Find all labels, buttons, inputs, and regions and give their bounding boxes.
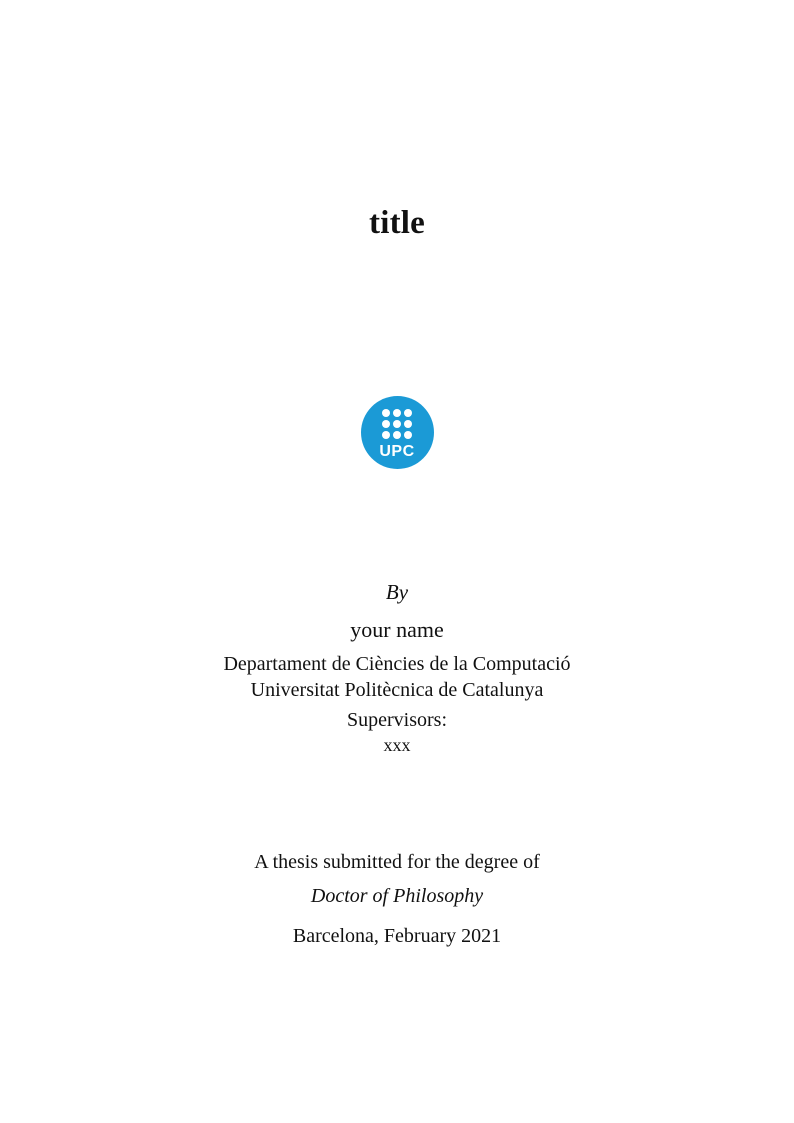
logo-dot — [382, 409, 390, 417]
supervisors-name: xxx — [383, 735, 411, 755]
logo-dot — [404, 431, 412, 439]
supervisors-label: Supervisors: — [347, 709, 447, 731]
logo-dot — [404, 420, 412, 428]
logo-dot-grid — [382, 409, 412, 439]
logo-dot — [382, 431, 390, 439]
department-line: Departament de Ciències de la Computació — [223, 653, 571, 675]
degree-name: Doctor of Philosophy — [310, 885, 484, 907]
logo-dot — [404, 409, 412, 417]
logo-dot — [393, 409, 401, 417]
upc-logo-icon — [361, 396, 434, 469]
university-line: Universitat Politècnica de Catalunya — [250, 679, 544, 702]
logo-dot — [393, 420, 401, 428]
logo-dot — [382, 420, 390, 428]
affiliation-block — [0, 651, 794, 704]
logo-dot — [393, 431, 401, 439]
degree-statement: A thesis submitted for the degree of — [254, 851, 540, 873]
logo-wordmark: UPC — [379, 443, 415, 460]
logo-container — [0, 396, 794, 469]
place-and-date: Barcelona, February 2021 — [292, 925, 502, 947]
author-name: your name — [350, 617, 444, 642]
page-title: title — [369, 205, 425, 241]
by-label: By — [385, 580, 409, 604]
